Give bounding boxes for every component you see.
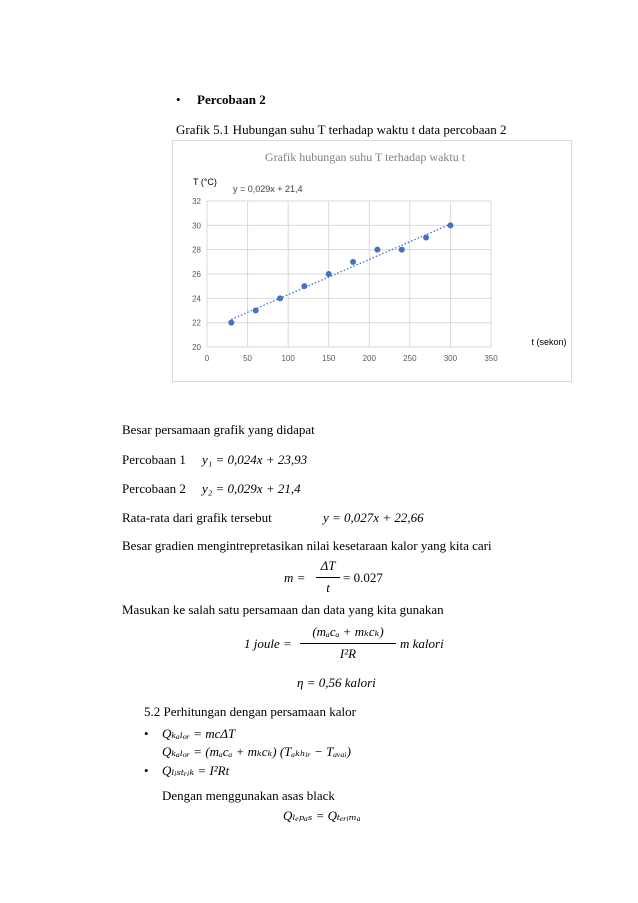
bullet-1: • bbox=[144, 726, 149, 741]
heading-bullet: • bbox=[176, 92, 181, 107]
figure-caption: Grafik 5.1 Hubungan suhu T terhadap waktu t data percobaan 2 bbox=[176, 122, 507, 137]
chart-title: Grafik hubungan suhu T terhadap waktu t bbox=[264, 150, 466, 164]
x-axis-label: t (sekon) bbox=[531, 337, 567, 347]
temperature-time-chart bbox=[173, 141, 571, 381]
equation-black: Qₗₑₚₐₛ = Qₜₑᵣᵢₘₐ bbox=[283, 808, 361, 823]
equation-eta: η = 0,56 kalori bbox=[297, 675, 376, 690]
data-point bbox=[301, 283, 307, 289]
average-equation: y = 0,027x + 22,66 bbox=[323, 510, 424, 525]
data-point bbox=[399, 247, 405, 253]
x-tick-label: 50 bbox=[243, 354, 253, 363]
x-tick-label: 0 bbox=[204, 354, 210, 363]
trendline bbox=[231, 224, 450, 319]
x-tick-label: 100 bbox=[281, 354, 295, 363]
chart-container bbox=[172, 140, 572, 382]
equation-joule-numerator: (mₐcₐ + mₖcₖ) bbox=[312, 624, 384, 639]
y-tick-label: 26 bbox=[192, 270, 201, 279]
y-axis-label: T (°C) bbox=[193, 177, 217, 187]
equation-joule-rhs: m kalori bbox=[400, 636, 444, 651]
x-tick-label: 150 bbox=[322, 354, 336, 363]
data-point bbox=[228, 320, 234, 326]
data-point bbox=[253, 308, 259, 314]
y-tick-label: 24 bbox=[192, 294, 201, 304]
paragraph-gradient: Besar gradien mengintrepretasikan nilai kesetaraan kalor yang kita cari bbox=[122, 538, 492, 553]
subsection-heading: 5.2 Perhitungan dengan persamaan kalor bbox=[144, 704, 356, 719]
data-point bbox=[350, 259, 356, 265]
x-tick-label: 250 bbox=[403, 354, 417, 363]
paragraph-black-principle: Dengan menggunakan asas black bbox=[162, 788, 335, 803]
equation-m-fraction-bar bbox=[316, 577, 340, 578]
x-tick-label: 300 bbox=[443, 354, 458, 363]
y-tick-label: 28 bbox=[192, 245, 201, 255]
equation-joule-lhs: 1 joule = bbox=[244, 636, 292, 651]
equation-m-rhs: = 0.027 bbox=[343, 570, 383, 585]
equation-m-numerator: ΔT bbox=[320, 558, 336, 573]
equation-m-denominator: t bbox=[326, 580, 330, 595]
paragraph-substitute: Masukan ke salah satu persamaan dan data yang kita gunakan bbox=[122, 602, 444, 617]
equation-m-lhs: m = bbox=[284, 570, 306, 585]
data-point bbox=[326, 271, 332, 277]
experiment-1-label: Percobaan 1 bbox=[122, 452, 186, 467]
average-label: Rata-rata dari grafik tersebut bbox=[122, 510, 272, 525]
paragraph-equations-intro: Besar persamaan grafik yang didapat bbox=[122, 422, 315, 437]
equation-joule-denominator: I²R bbox=[339, 646, 357, 661]
equation-q-listrik: Qₗᵢₛₜᵣᵢₖ = I²Rt bbox=[162, 763, 230, 778]
equation-q-kalor-expanded: Qₖₐₗₒᵣ = (mₐcₐ + mₖcₖ) (Tₐₖₕᵢᵣ − Tₐᵥₐᵢ) bbox=[162, 744, 351, 759]
y-tick-label: 32 bbox=[192, 197, 201, 206]
equation-q-kalor: Qₖₐₗₒᵣ = mcΔT bbox=[162, 726, 236, 741]
data-point bbox=[423, 235, 429, 241]
section-heading: Percobaan 2 bbox=[197, 92, 266, 107]
x-tick-label: 350 bbox=[484, 354, 498, 363]
x-tick-label: 200 bbox=[362, 354, 376, 363]
experiment-2-label: Percobaan 2 bbox=[122, 481, 186, 496]
y-tick-label: 20 bbox=[192, 343, 201, 352]
data-point bbox=[277, 295, 283, 301]
y-tick-label: 22 bbox=[192, 318, 201, 328]
y-tick-label: 30 bbox=[192, 221, 201, 231]
trendline-equation: y = 0,029x + 21,4 bbox=[233, 184, 303, 194]
data-point bbox=[374, 247, 380, 253]
bullet-2: • bbox=[144, 763, 149, 778]
equation-joule-fraction-bar bbox=[300, 643, 396, 644]
experiment-2-equation: y₂ = 0,029x + 21,4 bbox=[202, 481, 301, 496]
data-point bbox=[447, 222, 453, 228]
experiment-1-equation: y₁ = 0,024x + 23,93 bbox=[202, 452, 308, 467]
